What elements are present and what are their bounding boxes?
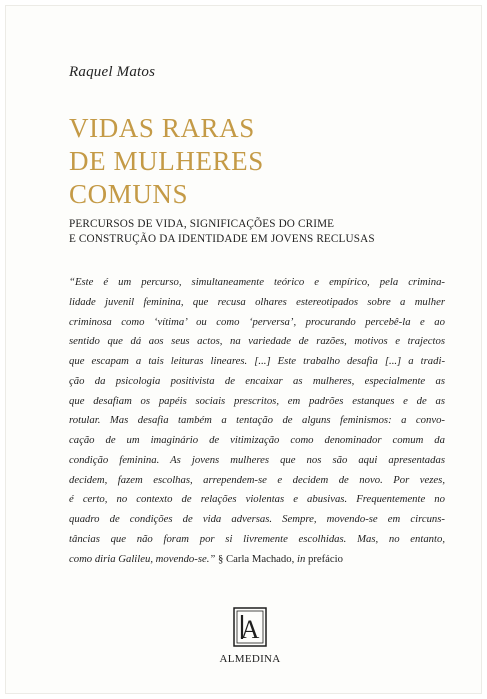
blurb-line-8: rotular. Mas desafia também a tentação de alguns feminismos: a convo- xyxy=(69,414,445,427)
book-subtitle xyxy=(69,217,375,247)
attribution-name: Carla Machado, xyxy=(226,552,295,565)
blurb-line-4: sentido que dá aos seus actos, na variedade de razões, motivos e trajectos xyxy=(69,335,445,348)
blurb-line-6: ção da psicologia positivista de encaixar as mulheres, especialmente as xyxy=(69,374,445,387)
attribution-in: in xyxy=(296,552,306,565)
blurb-line-9: cação de um imaginário de vitimização como denominador comum da xyxy=(69,434,445,446)
publisher-name: ALMEDINA xyxy=(219,653,281,665)
title-line-3: COMUNS xyxy=(69,179,189,209)
blurb-line-3: criminosa como ‘vítima’ ou como ‘perversa’, procurando percebê-la e ao xyxy=(69,315,445,328)
logo-letter: A xyxy=(240,615,260,644)
blurb-quote xyxy=(69,273,445,569)
blurb-line-7: que desafiam os papéis sociais prescritos, em padrões estanques e de as xyxy=(69,394,445,407)
title-line-2: DE MULHERES xyxy=(69,146,264,176)
blurb-last-line xyxy=(69,550,445,570)
blurb-line-1: “Este é um percurso, simultaneamente teórico e empírico, pela crimina- xyxy=(69,276,445,288)
blurb-line-13: quadro de condições de vida adversas. Sempre, movendo-se em circuns- xyxy=(69,513,445,525)
subtitle-line-1: PERCURSOS DE VIDA, SIGNIFICAÇÕES DO CRIME xyxy=(69,218,335,230)
author-name: Raquel Matos xyxy=(69,64,156,80)
attribution-mark: § xyxy=(218,552,224,565)
blurb-line-10: condição feminina. As jovens mulheres que nos são aqui apresentadas xyxy=(69,453,445,466)
subtitle-line-2: E CONSTRUÇÃO DA IDENTIDADE EM JOVENS RECLUSAS xyxy=(69,233,375,245)
attribution-tail: prefácio xyxy=(307,552,343,565)
almedina-logo-svg xyxy=(233,607,267,647)
blurb-closing-text: como diria Galileu, movendo-se.” xyxy=(69,552,216,565)
title-line-1: VIDAS RARAS xyxy=(69,113,255,143)
blurb-line-12: é certo, no contexto de relações violentas e abusivas. Frequentemente no xyxy=(69,493,445,506)
blurb-line-5: que escapam a tais leituras lineares. [...] Este trabalho desafia [...] a tradi- xyxy=(69,355,445,367)
book-title xyxy=(69,112,264,211)
blurb-line-14: tâncias que não foram por si livremente escolhidas. Mas, no entanto, xyxy=(69,532,445,545)
almedina-logo-icon xyxy=(210,607,290,647)
blurb-line-11: decidem, fazem escolhas, arrependem-se e decidem de novo. Por vezes, xyxy=(69,473,445,486)
blurb-line-2: lidade juvenil feminina, que recusa olhares estereotipados sobre a mulher xyxy=(69,295,445,308)
book-back-cover xyxy=(6,6,481,693)
